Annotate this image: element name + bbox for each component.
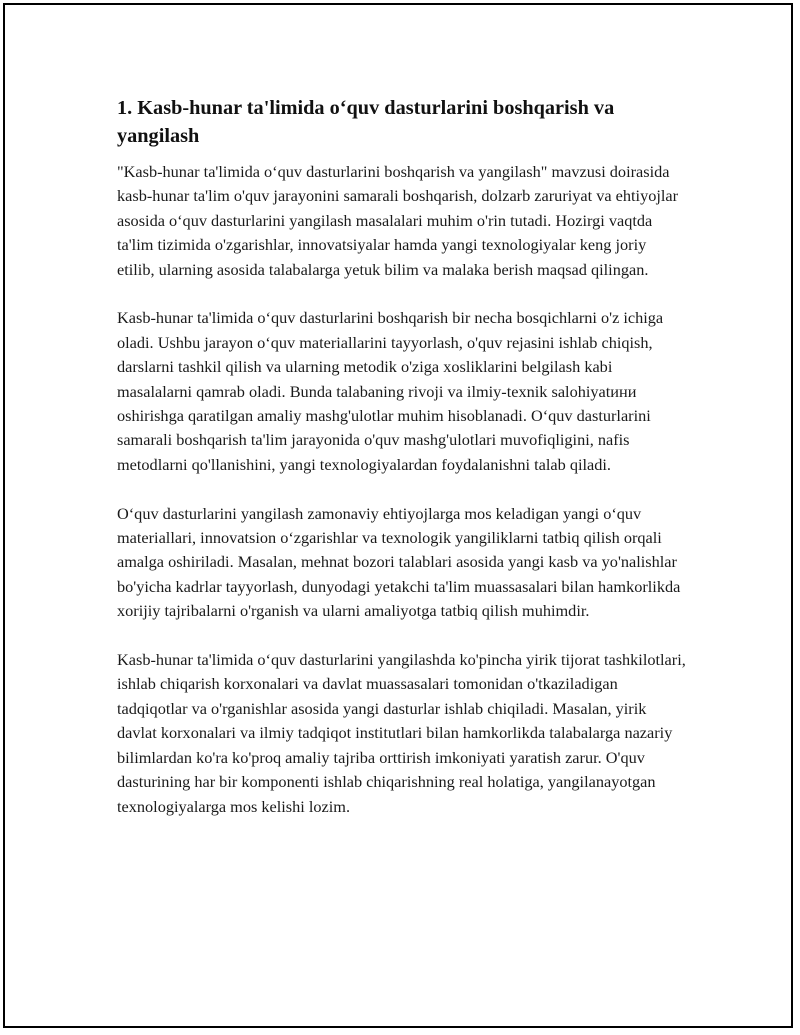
paragraph-3: O‘quv dasturlarini yangilash zamonaviy ehtiyojlarga mos keladigan yangi o‘quv materiallari, innovatsion o‘zgarishlar va texnologik yangiliklarni tatbiq qilish orqali amalga oshiriladi. Masalan, mehnat bozori talablari asosida yangi kasb va yo'nalishlar bo'yicha kadrlar tayyorlash, dunyodagi yetakchi ta'lim muassasalari bilan hamkorlikda xorijiy tajribalarni o'rganish va ularni amaliyotga tatbiq qilish muhimdir. — [117, 503, 681, 621]
paragraph-1: "Kasb-hunar ta'limida o‘quv dasturlarini boshqarish va yangilash" mavzusi doirasida kasb-hunar ta'lim o'quv jarayonini samarali boshqarish, dolzarb zaruriyat va ehtiyojlar asosida o‘quv dasturlarini yangilash masalalari muhim o'rin tutadi. Hozirgi vaqtda ta'lim tizimida o'zgarishlar, innovatsiyalar hamda yangi texnologiyalar keng joriy etilib, ularning asosida talabalarga yetuk bilim va malaka berish maqsad qilingan. — [117, 162, 679, 279]
section-heading: 1. Kasb-hunar ta'limida o‘quv dasturlarini boshqarish va yangilash — [117, 97, 615, 147]
paragraph-2: Kasb-hunar ta'limida o‘quv dasturlarini boshqarish bir necha bosqichlarni o'z ichiga oladi. Ushbu jarayon o‘quv materiallarini tayyorlash, o'quv rejasini ishlab chiqish, darslarni tashkil qilish va ularning metodik o'ziga xosliklarini belgilash kabi masalalarni qamrab oladi. Bunda talabaning rivoji va ilmiy-texnik salohiyatини oshirishga qaratilgan amaliy mashg'ulotlar muhim hisoblanadi. O‘quv dasturlarini samarali boshqarish ta'lim jarayonida o'quv mashg'ulotlari muvofiqligini, nafis metodlarni qo'llanishini, yangi texnologiyalardan foydalanishni talab qiladi. — [117, 308, 664, 474]
document-body — [117, 94, 687, 843]
paragraph-4: Kasb-hunar ta'limida o‘quv dasturlarini yangilashda ko'pincha yirik tijorat tashkilotlari, ishlab chiqarish korxonalari va davlat muassasalari tomonidan o'tkaziladigan tadqiqotlar va o'rganishlar asosida yangi dasturlar ishlab chiqiladi. Masalan, yirik davlat korxonalari va ilmiy tadqiqot institutlari bilan hamkorlikda talabalarga nazariy bilimlardan ko'ra ko'proq amaliy tajriba orttirish imkoniyati yaratish zarur. O'quv dasturining har bir komponenti ishlab chiqarishning real holatiga, yangilanayotgan texnologiyalarga mos kelishi lozim. — [117, 650, 686, 816]
